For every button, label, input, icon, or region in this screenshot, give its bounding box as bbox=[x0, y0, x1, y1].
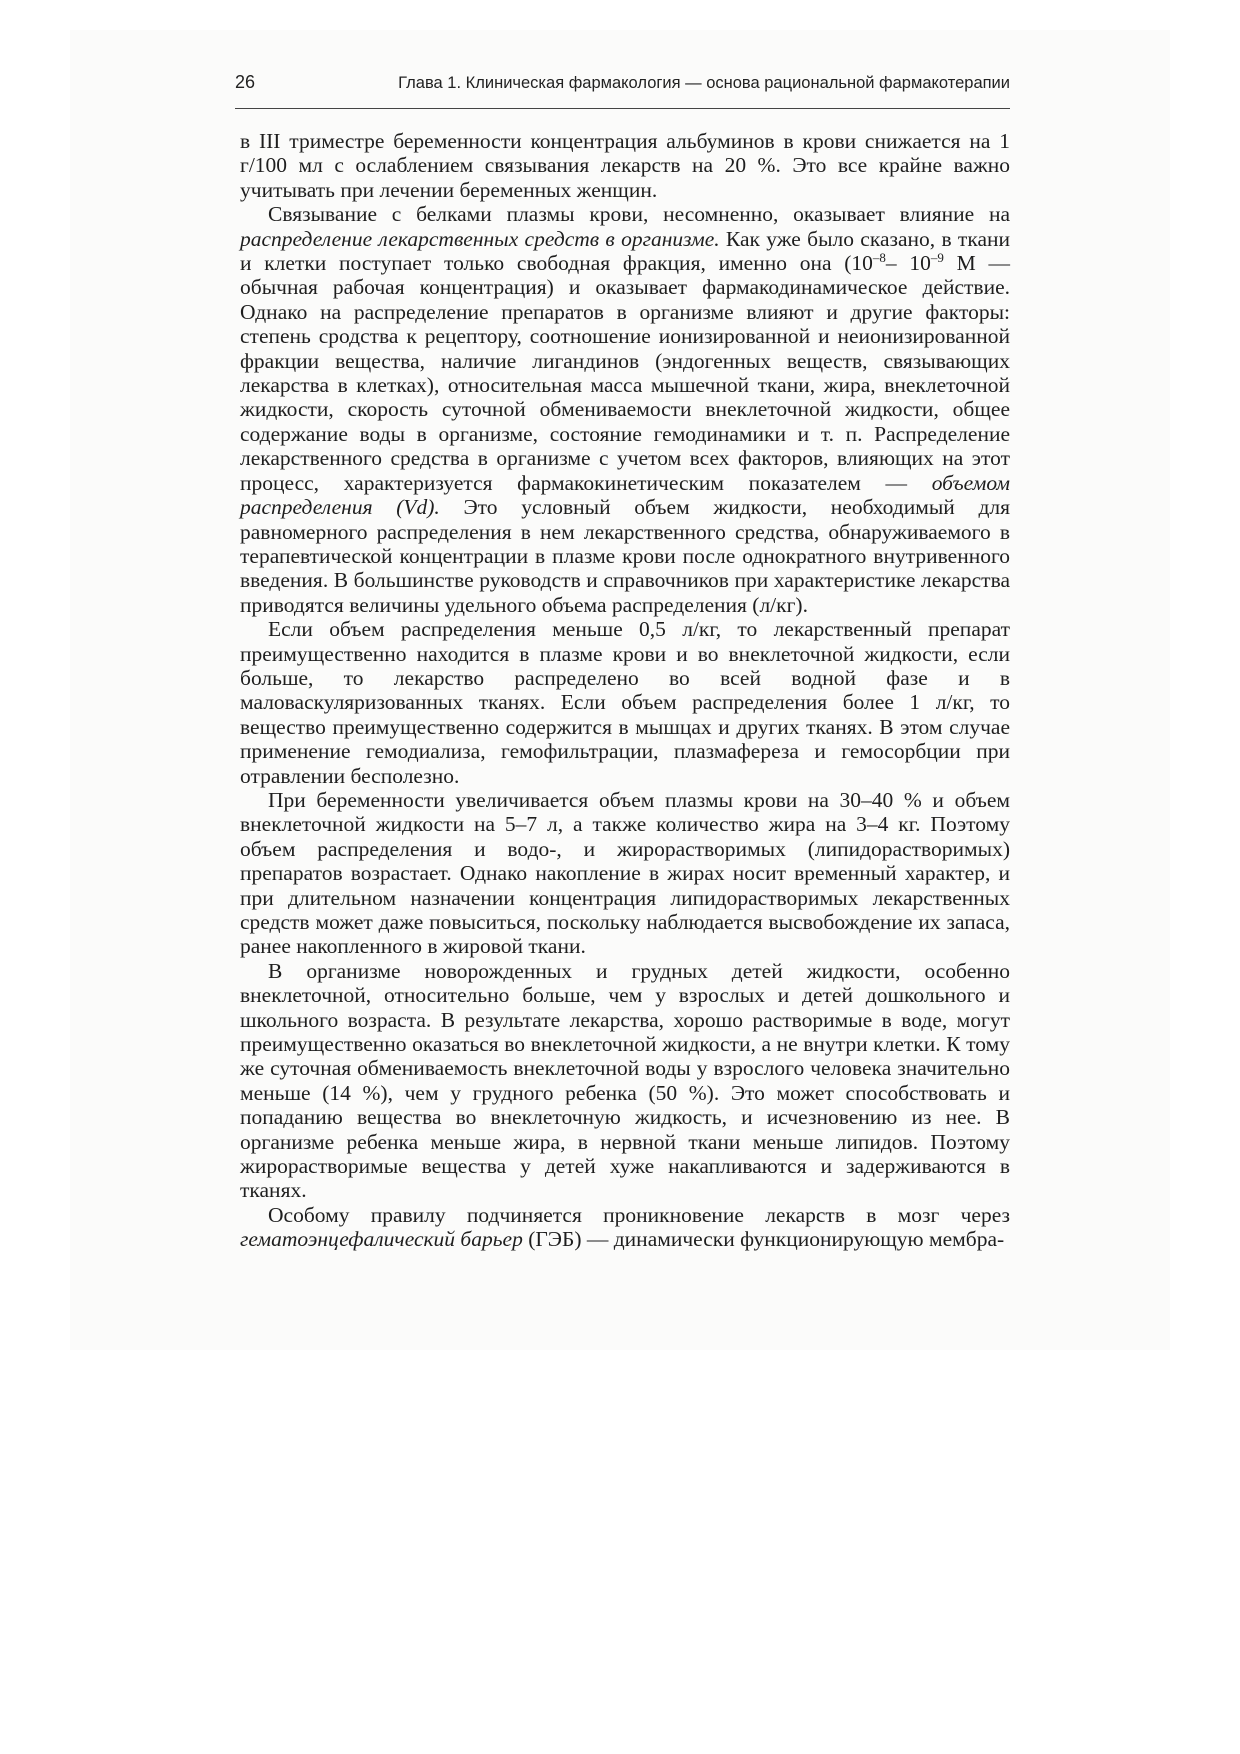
paragraph-6-text-2: (ГЭБ) — динамически функционирующую мембра- bbox=[522, 1227, 1005, 1252]
paragraph-5: В организме новорожденных и грудных детей жидкости, особенно внеклеточной, относительно больше, чем у взрослых и детей дошкольного и школьного возраста. В результате лекарства, хорошо растворимые в воде, могут преимущественно оказаться во внеклеточной жидкости, а не внутри клетки. К тому же суточная обмениваемость внеклеточной воды у взрослого человека значительно меньше (14 %), чем у грудного ребенка (50 %). Это может способствовать и попаданию вещества во внеклеточную жидкость, и исчезновению из нее. В организме ребенка меньше жира, в нервной ткани меньше липидов. Поэтому жирорастворимые вещества у детей хуже накапливаются и задерживаются в тканях. bbox=[240, 958, 1010, 1203]
paragraph-2 bbox=[240, 202, 1010, 617]
paragraph-2-term-distribution: распределение лекарственных средств в организме. bbox=[240, 226, 720, 251]
paragraph-6 bbox=[240, 1203, 1010, 1252]
paragraph-2-term-volume: объемом распределения (Vd). bbox=[240, 470, 1010, 520]
running-header bbox=[235, 68, 1010, 109]
paragraph-6-text-1: Особому правилу подчиняется проникновение лекарств в мозг через bbox=[268, 1202, 1010, 1227]
paragraph-6-term-bbb: гематоэнцефалический барьер bbox=[240, 1227, 523, 1252]
paragraph-2-exponent-2: –9 bbox=[930, 249, 944, 265]
chapter-title: Глава 1. Клиническая фармакология — основа рациональной фармакотерапии bbox=[398, 74, 1010, 92]
paragraph-2-text-4: М — обычная рабочая концентрация) и оказывает фармакодинамическое действие. Однако на распределение препаратов в организме влияют и другие факторы: степень сродства к рецептору, соотношение ионизированной и неионизированной фракции вещества, наличие лигандинов (эндогенных веществ, связывающих лекарства в клетках), относительная масса мышечной ткани, жира, внеклеточной жидкости, скорость суточной обмениваемости внеклеточной жидкости, общее содержание воды в организме, состояние гемодинамики и т. п. Распределение лекарственного средства в организме с учетом всех факторов, влияющих на этот процесс, характеризуется фармакокинетическим показателем — bbox=[240, 251, 1010, 495]
paragraph-1: в III триместре беременности концентрация альбуминов в крови снижается на 1 г/100 мл с ослаблением связывания лекарств на 20 %. Это все крайне важно учитывать при лечении беременных женщин. bbox=[240, 129, 1010, 202]
paragraph-3: Если объем распределения меньше 0,5 л/кг, то лекарственный препарат преимущественно находится в плазме крови и во внеклеточной жидкости, если больше, то лекарство распределено во всей водной фазе и в маловаскуляризованных тканях. Если объем распределения более 1 л/кг, то вещество преимущественно содержится в мышцах и других тканях. В этом случае применение гемодиализа, гемофильтрации, плазмафереза и гемосорбции при отравлении бесполезно. bbox=[240, 617, 1010, 788]
paragraph-2-text-1: Связывание с белками плазмы крови, несомненно, оказывает влияние на bbox=[268, 202, 1010, 227]
paragraph-2-text-5: Это условный объем жидкости, необходимый для равномерного распределения в нем лекарственного средства, обнаруживаемого в терапевтической концентрации в плазме крови после однократного внутривенного введения. В большинстве руководств и справочников при характеристике лекарства приводятся величины удельного объема распределения (л/кг). bbox=[240, 495, 1010, 617]
page-number: 26 bbox=[235, 72, 256, 92]
paragraph-4: При беременности увеличивается объем плазмы крови на 30–40 % и объем внеклеточной жидкости на 5–7 л, а также количество жира на 3–4 кг. Поэтому объем распределения и водо-, и жирорастворимых (липидорастворимых) препаратов возрастает. Однако накопление в жирах носит временный характер, и при длительном назначении концентрация липидорастворимых лекарственных средств может даже повыситься, поскольку наблюдается высвобождение их запаса, ранее накопленного в жировой ткани. bbox=[240, 787, 1010, 959]
body-text bbox=[240, 129, 1010, 1252]
paragraph-2-text-3: – 10 bbox=[885, 251, 931, 276]
paragraph-2-exponent-1: –8 bbox=[872, 249, 886, 265]
paragraph-2-text-2: Как уже было сказано, в ткани и клетки поступает только свободная фракция, именно она (10 bbox=[240, 226, 1010, 276]
